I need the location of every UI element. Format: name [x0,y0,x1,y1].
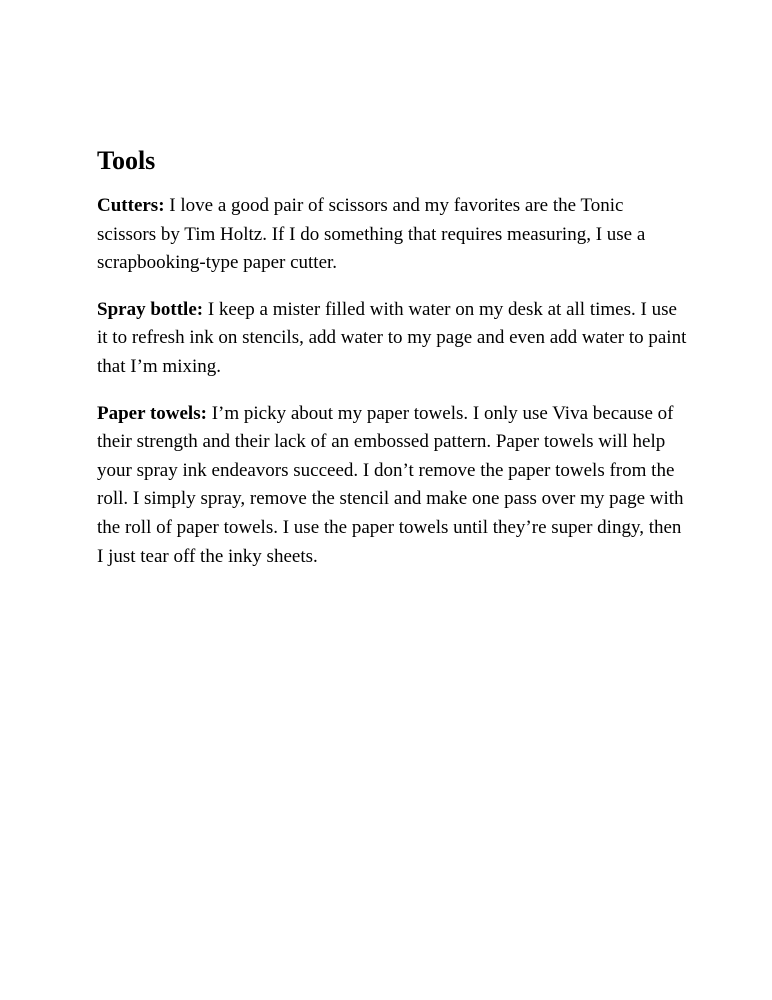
paragraph-text: I keep a mister filled with water on my desk at all times. I use it to refresh ink on stencils, add water to my page and even add water to paint that I’m mixing. [97,298,687,377]
paragraph-term: Cutters: [97,195,165,216]
section-heading: Tools [97,146,156,175]
paragraph-spray-bottle [97,296,687,382]
document-page [97,142,687,589]
paragraph-text: I love a good pair of scissors and my favorites are the Tonic scissors by Tim Holtz. If I do something that requires measuring, I use a scrapbooking-type paper cutter. [97,195,646,274]
paragraph-cutters [97,192,687,278]
paragraph-text: I’m picky about my paper towels. I only use Viva because of their strength and their lack of an embossed pattern. Paper towels will help your spray ink endeavors succeed. I don’t remove the paper towels from the roll. I simply spray, remove the stencil and make one pass over my page with the roll of paper towels. I use the paper towels until they’re super dingy, then I just tear off the inky sheets. [97,402,684,567]
paragraph-term: Spray bottle: [97,298,204,320]
paragraph-paper-towels [97,400,687,572]
paragraph-term: Paper towels: [97,402,207,424]
